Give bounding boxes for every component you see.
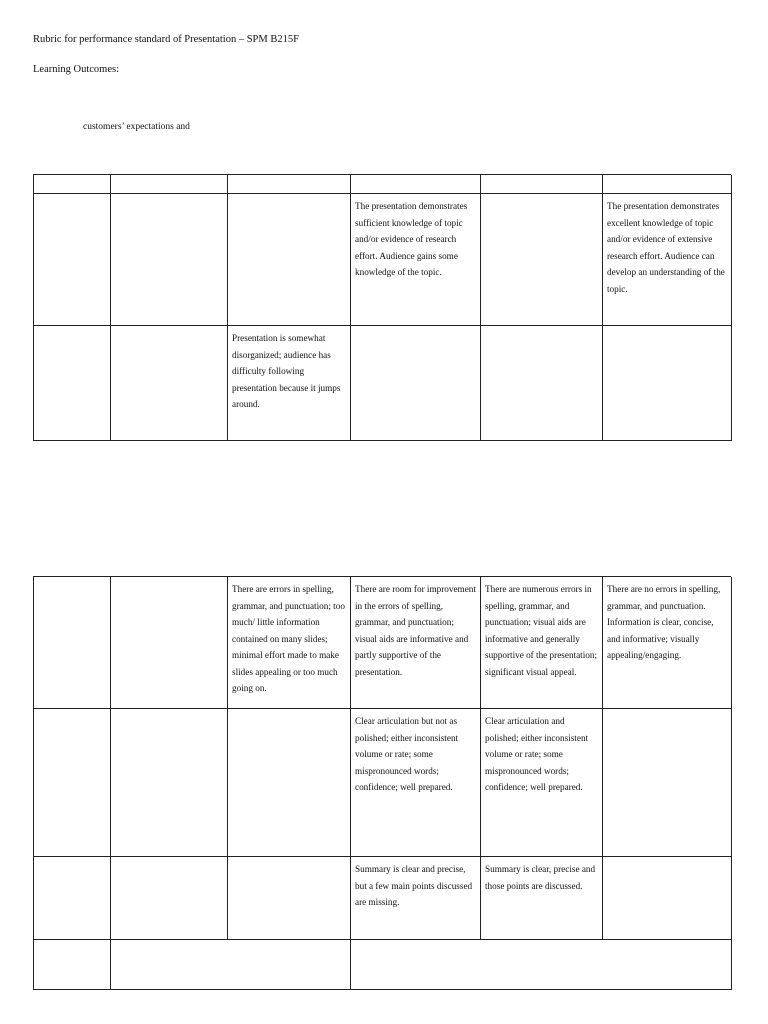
table2-cell-summary-4: Summary is clear, precise and those points are discussed. (481, 857, 603, 940)
table1-cell (481, 194, 603, 326)
table1-cell (481, 175, 603, 194)
table2-cell (111, 577, 228, 709)
table2-cell (34, 857, 111, 940)
table1-cell (603, 175, 732, 194)
table2-cell-visual-aids-1: There are errors in spelling, grammar, and punctuation; too much/ little information contained on many slides; minimal effort made to make slides appealing or too much going on. (228, 577, 351, 709)
table1-cell-organization: Presentation is somewhat disorganized; audience has difficulty following presentation because it jumps around. (228, 326, 351, 441)
table2-cell (603, 857, 732, 940)
rubric-table-bottom (33, 576, 731, 990)
table1-cell (111, 175, 228, 194)
table1-cell (351, 175, 481, 194)
table1-cell (351, 326, 481, 441)
table2-cell (111, 709, 228, 857)
table1-cell (603, 326, 732, 441)
outcome-fragment-text: customers’ expectations and (83, 122, 190, 132)
table1-cell (34, 194, 111, 326)
learning-outcomes-label: Learning Outcomes: (33, 64, 120, 75)
table1-cell (111, 326, 228, 441)
table2-cell (228, 709, 351, 857)
table2-cell-merged (111, 940, 351, 990)
table1-cell-knowledge-excellent: The presentation demonstrates excellent knowledge of topic and/or evidence of extensive research effort. Audience can develop an understanding of the topic. (603, 194, 732, 326)
table1-cell (34, 326, 111, 441)
table2-cell (34, 940, 111, 990)
table2-cell (34, 709, 111, 857)
table2-cell (34, 577, 111, 709)
table2-cell-articulation-4: Clear articulation and polished; either inconsistent volume or rate; some mispronounced words; confidence; well prepared. (481, 709, 603, 857)
rubric-table-top (33, 174, 731, 441)
table2-cell-articulation-3: Clear articulation but not as polished; either inconsistent volume or rate; some mispronounced words; confidence; well prepared. (351, 709, 481, 857)
table2-cell-visual-aids-3: There are numerous errors in spelling, grammar, and punctuation; visual aids are informative and generally supportive of the presentation; significant visual appeal. (481, 577, 603, 709)
table2-cell (228, 857, 351, 940)
table2-cell (603, 709, 732, 857)
table2-cell-visual-aids-2: There are room for improvement in the errors of spelling, grammar, and punctuation; visual aids are informative and partly supportive of the presentation. (351, 577, 481, 709)
table1-cell (34, 175, 111, 194)
table1-cell (228, 194, 351, 326)
table2-cell-visual-aids-4: There are no errors in spelling, grammar, and punctuation. Information is clear, concise, and informative; visually appealing/engaging. (603, 577, 732, 709)
table1-cell (111, 194, 228, 326)
document-title: Rubric for performance standard of Presentation – SPM B215F (33, 34, 299, 45)
table1-cell (481, 326, 603, 441)
table2-cell-merged (351, 940, 732, 990)
table2-cell (111, 857, 228, 940)
table2-cell-summary-3: Summary is clear and precise, but a few main points discussed are missing. (351, 857, 481, 940)
table1-cell-knowledge-sufficient: The presentation demonstrates sufficient knowledge of topic and/or evidence of research effort. Audience gains some knowledge of the topic. (351, 194, 481, 326)
table1-cell (228, 175, 351, 194)
